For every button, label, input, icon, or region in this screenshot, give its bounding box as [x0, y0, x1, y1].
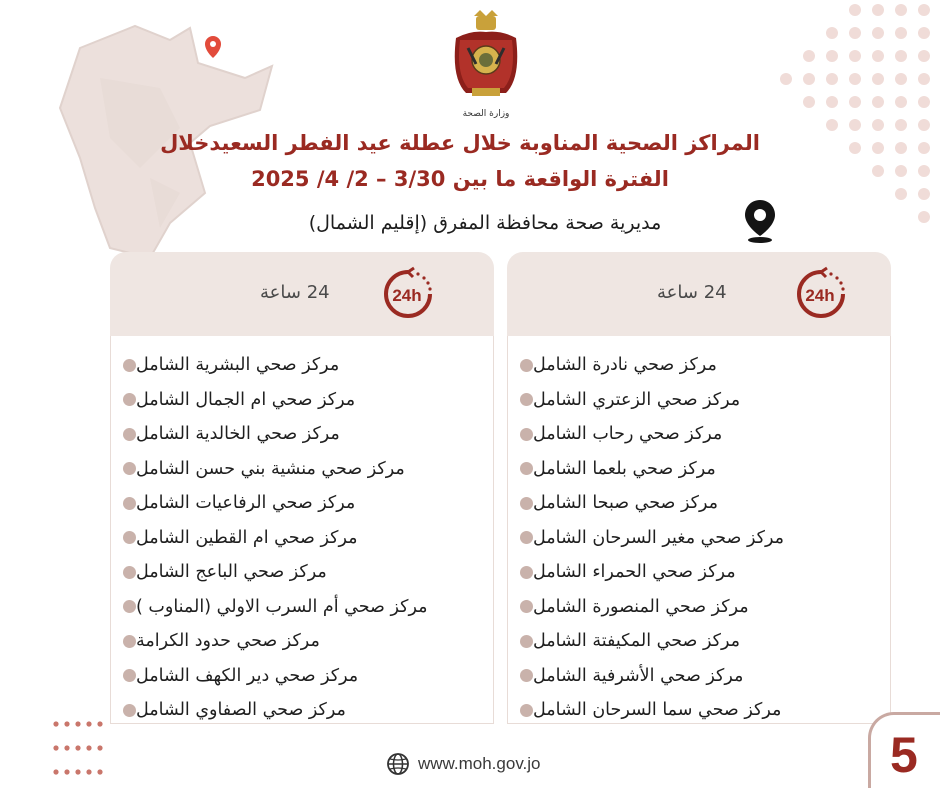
website-link[interactable]	[386, 752, 541, 776]
bullet-icon	[123, 359, 136, 372]
bullet-icon	[520, 497, 533, 510]
list-item: مركز صحي دير الكهف الشامل	[111, 659, 493, 694]
decorative-dots	[770, 0, 940, 230]
list-item: مركز صحي الخالدية الشامل	[111, 417, 493, 452]
clock-24h-icon	[378, 264, 438, 324]
list-item: مركز صحي صبحا الشامل	[508, 486, 890, 521]
list-item: مركز صحي ام القطين الشامل	[111, 521, 493, 556]
bullet-icon	[520, 635, 533, 648]
clock-label: 24h	[805, 286, 835, 305]
bullet-icon	[520, 600, 533, 613]
left-column	[110, 252, 494, 724]
bullet-icon	[520, 462, 533, 475]
right-centers-list	[507, 336, 891, 724]
list-item: مركز صحي المنصورة الشامل	[508, 590, 890, 625]
list-item: مركز صحي منشية بني حسن الشامل	[111, 452, 493, 487]
clock-label: 24h	[392, 286, 422, 305]
clock-24h-icon	[791, 264, 851, 324]
decorative-dots-bottom	[52, 718, 104, 780]
list-item: مركز صحي الزعتري الشامل	[508, 383, 890, 418]
website-url: www.moh.gov.jo	[418, 754, 541, 773]
list-item: مركز صحي الباعج الشامل	[111, 555, 493, 590]
bullet-icon	[520, 704, 533, 717]
list-item: مركز صحي ام الجمال الشامل	[111, 383, 493, 418]
bullet-icon	[123, 566, 136, 579]
list-item: مركز صحي حدود الكرامة	[111, 624, 493, 659]
bullet-icon	[123, 600, 136, 613]
bullet-icon	[520, 393, 533, 406]
right-column	[507, 252, 891, 724]
list-item: مركز صحي نادرة الشامل	[508, 348, 890, 383]
directorate-title: مديرية صحة محافظة المفرق (إقليم الشمال)	[308, 212, 662, 234]
list-item: مركز صحي الصفاوي الشامل	[111, 693, 493, 728]
map-pin-icon	[205, 36, 221, 58]
period-subtitle: الفترة الواقعة ما بين 3/30 – 2/ 4/ 2025	[251, 167, 669, 191]
bullet-icon	[520, 566, 533, 579]
list-item: مركز صحي مغير السرحان الشامل	[508, 521, 890, 556]
ministry-label: وزارة الصحة	[462, 109, 510, 119]
list-item: مركز صحي رحاب الشامل	[508, 417, 890, 452]
bullet-icon	[123, 428, 136, 441]
bullet-icon	[123, 393, 136, 406]
page-number: 5	[890, 727, 918, 783]
bullet-icon	[520, 669, 533, 682]
ministry-emblem-logo	[446, 8, 526, 126]
list-item: مركز صحي أم السرب الاولي (المناوب )	[111, 590, 493, 625]
list-item: مركز صحي الأشرفية الشامل	[508, 659, 890, 694]
bullet-icon	[123, 497, 136, 510]
column-header	[110, 252, 494, 336]
bullet-icon	[520, 531, 533, 544]
list-item: مركز صحي الحمراء الشامل	[508, 555, 890, 590]
left-centers-list	[110, 336, 494, 724]
bullet-icon	[123, 635, 136, 648]
location-pin-icon	[742, 198, 778, 244]
list-item: مركز صحي المكيفتة الشامل	[508, 624, 890, 659]
bullet-icon	[520, 359, 533, 372]
hours-label: 24 ساعة	[657, 282, 727, 303]
list-item: مركز صحي سما السرحان الشامل	[508, 693, 890, 728]
page-title: المراكز الصحية المناوبة خلال عطلة عيد الفطر السعيدخلال	[160, 131, 760, 155]
bullet-icon	[123, 669, 136, 682]
column-header	[507, 252, 891, 336]
bullet-icon	[520, 428, 533, 441]
list-item: مركز صحي بلعما الشامل	[508, 452, 890, 487]
list-item: مركز صحي البشرية الشامل	[111, 348, 493, 383]
list-item: مركز صحي الرفاعيات الشامل	[111, 486, 493, 521]
globe-icon	[386, 752, 410, 776]
hours-label: 24 ساعة	[260, 282, 330, 303]
bullet-icon	[123, 704, 136, 717]
bullet-icon	[123, 531, 136, 544]
bullet-icon	[123, 462, 136, 475]
